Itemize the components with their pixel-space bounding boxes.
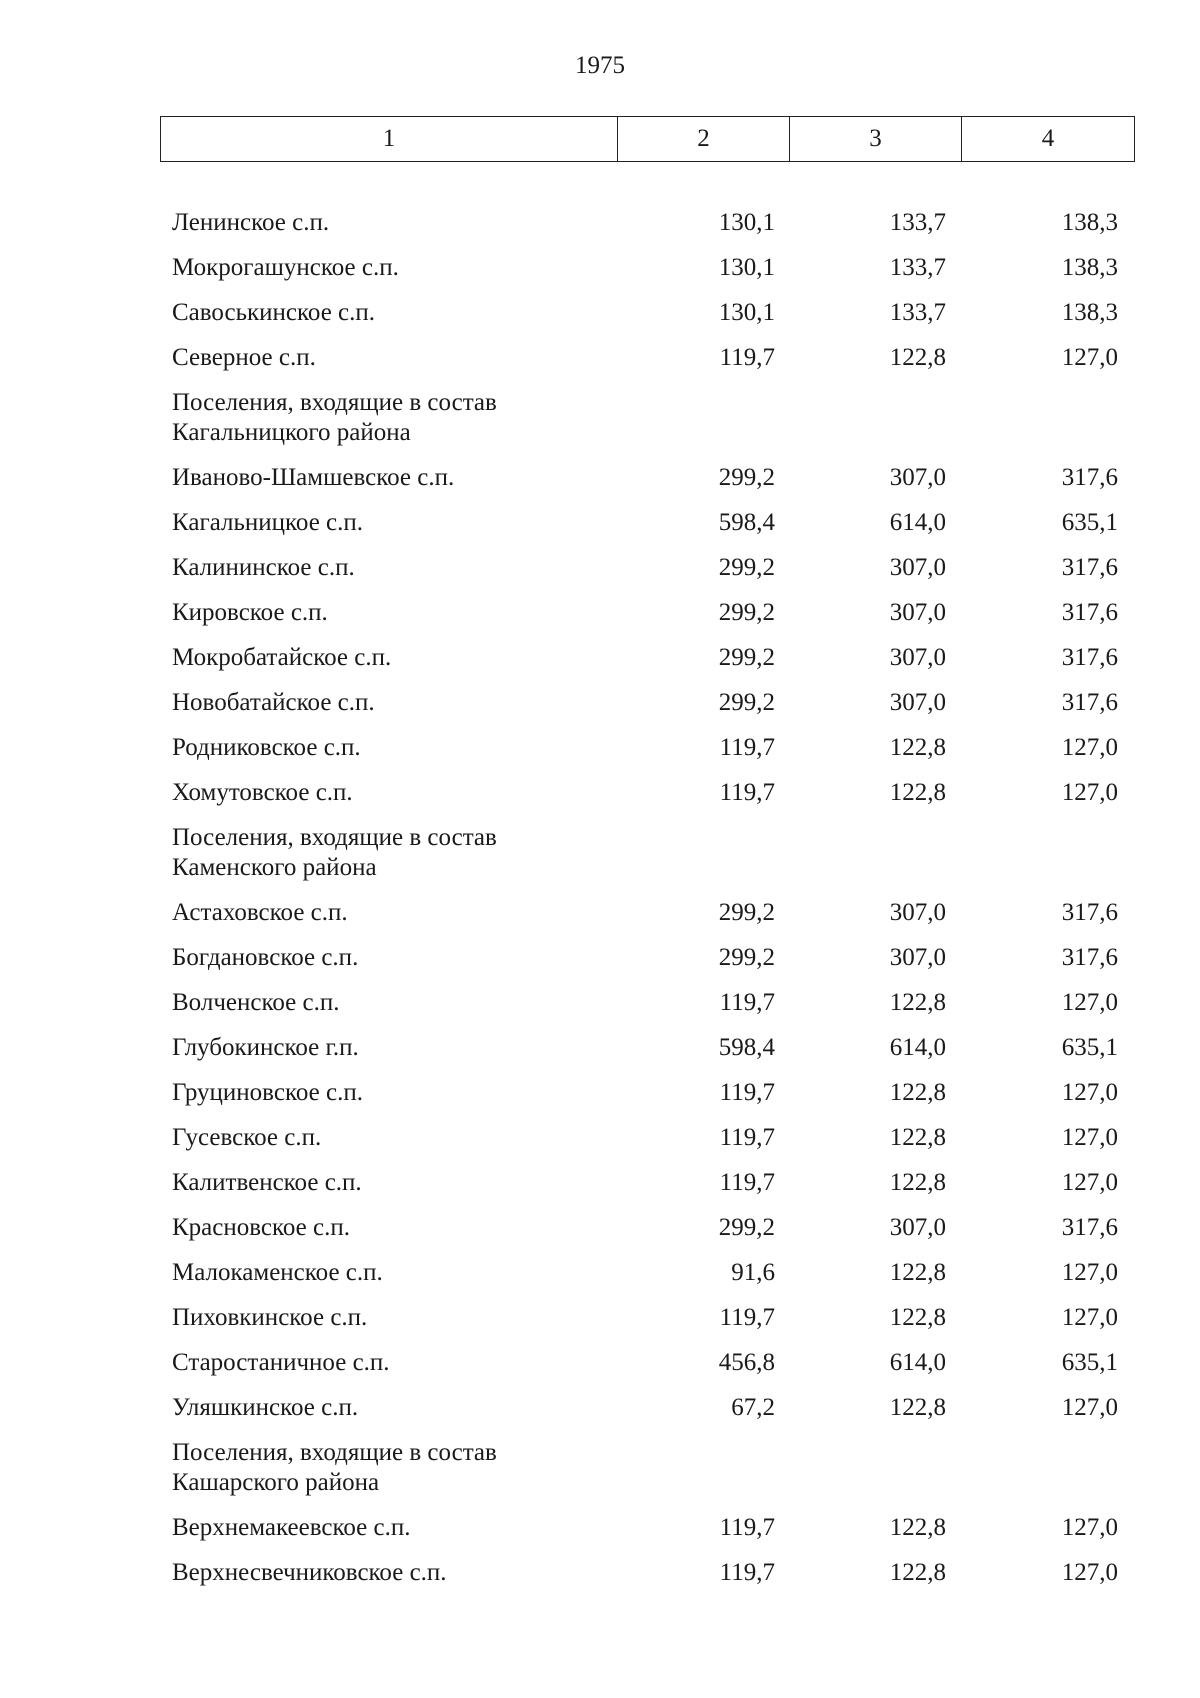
value-col-4: 127,0 — [1061, 1304, 1118, 1331]
value-col-3: 307,0 — [889, 599, 946, 626]
value-col-3: 307,0 — [889, 554, 946, 581]
value-col-3: 122,8 — [889, 1169, 946, 1196]
value-col-4: 317,6 — [1061, 554, 1118, 581]
settlement-name: Пиховкинское с.п. — [172, 1304, 368, 1331]
value-col-2: 67,2 — [731, 1394, 775, 1421]
table-row — [160, 898, 1130, 928]
value-col-2: 119,7 — [719, 779, 775, 806]
settlement-name: Новобатайское с.п. — [172, 689, 375, 716]
table-row — [160, 1213, 1130, 1243]
value-col-2: 598,4 — [718, 509, 775, 536]
column-header-table — [160, 116, 1135, 162]
table-row — [160, 778, 1130, 808]
column-header-4: 4 — [962, 117, 1135, 162]
value-col-3: 122,8 — [889, 1124, 946, 1151]
value-col-3: 133,7 — [889, 254, 946, 281]
value-col-2: 130,1 — [718, 299, 775, 326]
value-col-3: 307,0 — [889, 464, 946, 491]
value-col-4: 127,0 — [1061, 1559, 1118, 1586]
value-col-2: 91,6 — [731, 1259, 775, 1286]
value-col-2: 299,2 — [718, 644, 775, 671]
section-heading-line: Каменского района — [172, 854, 377, 881]
settlement-name: Верхнесвечниковское с.п. — [172, 1559, 447, 1586]
settlement-name: Калитвенское с.п. — [172, 1169, 362, 1196]
value-col-3: 614,0 — [889, 1034, 946, 1061]
settlement-name: Родниковское с.п. — [172, 734, 361, 761]
value-col-4: 317,6 — [1061, 599, 1118, 626]
value-col-3: 122,8 — [889, 779, 946, 806]
value-col-3: 307,0 — [889, 689, 946, 716]
value-col-4: 635,1 — [1061, 1034, 1118, 1061]
column-header-row — [161, 117, 1135, 162]
settlement-name: Верхнемакеевское с.п. — [172, 1514, 411, 1541]
section-heading-row — [160, 1438, 1130, 1498]
value-col-4: 138,3 — [1061, 254, 1118, 281]
value-col-3: 122,8 — [889, 344, 946, 371]
value-col-4: 127,0 — [1061, 779, 1118, 806]
value-col-4: 317,6 — [1061, 689, 1118, 716]
value-col-4: 317,6 — [1061, 644, 1118, 671]
value-col-3: 614,0 — [889, 509, 946, 536]
value-col-4: 317,6 — [1061, 1214, 1118, 1241]
value-col-2: 119,7 — [719, 734, 775, 761]
section-heading — [160, 823, 1130, 883]
value-col-3: 122,8 — [889, 989, 946, 1016]
value-col-4: 138,3 — [1061, 209, 1118, 236]
table-row — [160, 1258, 1130, 1288]
value-col-3: 122,8 — [889, 1394, 946, 1421]
settlement-name: Савоськинское с.п. — [172, 299, 376, 326]
settlement-name: Астаховское с.п. — [172, 899, 348, 926]
value-col-3: 122,8 — [889, 1304, 946, 1331]
table-row — [160, 508, 1130, 538]
table-row — [160, 943, 1130, 973]
settlement-name: Ленинское с.п. — [172, 209, 330, 236]
settlement-name: Калининское с.п. — [172, 554, 355, 581]
value-col-3: 122,8 — [889, 1559, 946, 1586]
value-col-2: 119,7 — [719, 1124, 775, 1151]
table-row — [160, 688, 1130, 718]
table-row — [160, 1168, 1130, 1198]
section-heading-line: Поселения, входящие в состав — [172, 824, 497, 851]
table-body — [160, 208, 1130, 1603]
column-header-3: 3 — [790, 117, 962, 162]
settlement-name: Глубокинское г.п. — [172, 1034, 359, 1061]
section-heading — [160, 1438, 1130, 1498]
value-col-3: 307,0 — [889, 944, 946, 971]
table-row — [160, 1348, 1130, 1378]
value-col-4: 127,0 — [1061, 1514, 1118, 1541]
section-heading — [160, 388, 1130, 448]
table-row — [160, 1123, 1130, 1153]
value-col-2: 299,2 — [718, 1214, 775, 1241]
value-col-3: 122,8 — [889, 734, 946, 761]
value-col-2: 119,7 — [719, 1169, 775, 1196]
settlement-name: Старостаничное с.п. — [172, 1349, 390, 1376]
value-col-3: 307,0 — [889, 644, 946, 671]
settlement-name: Красновское с.п. — [172, 1214, 351, 1241]
value-col-4: 317,6 — [1061, 944, 1118, 971]
value-col-4: 127,0 — [1061, 1169, 1118, 1196]
value-col-2: 456,8 — [718, 1349, 775, 1376]
value-col-4: 138,3 — [1061, 299, 1118, 326]
table-row — [160, 1513, 1130, 1543]
settlement-name: Груциновское с.п. — [172, 1079, 363, 1106]
settlement-name: Хомутовское с.п. — [172, 779, 353, 806]
section-heading-line: Кагальницкого района — [172, 419, 411, 446]
section-heading-line: Поселения, входящие в состав — [172, 389, 497, 416]
value-col-3: 133,7 — [889, 299, 946, 326]
value-col-3: 307,0 — [889, 1214, 946, 1241]
value-col-4: 635,1 — [1061, 509, 1118, 536]
column-header-1: 1 — [161, 117, 618, 162]
value-col-4: 635,1 — [1061, 1349, 1118, 1376]
table-row — [160, 733, 1130, 763]
settlement-name: Мокробатайское с.п. — [172, 644, 392, 671]
settlement-name: Мокрогашунское с.п. — [172, 254, 399, 281]
table-row — [160, 463, 1130, 493]
value-col-4: 127,0 — [1061, 1259, 1118, 1286]
value-col-2: 119,7 — [719, 1304, 775, 1331]
value-col-4: 127,0 — [1061, 989, 1118, 1016]
value-col-4: 127,0 — [1061, 1394, 1118, 1421]
settlement-name: Волченское с.п. — [172, 989, 340, 1016]
settlement-name: Иваново-Шамшевское с.п. — [172, 464, 455, 491]
settlement-name: Богдановское с.п. — [172, 944, 359, 971]
settlement-name: Кагальницкое с.п. — [172, 509, 364, 536]
settlement-name: Северное с.п. — [172, 344, 316, 371]
value-col-4: 127,0 — [1061, 1124, 1118, 1151]
section-heading-row — [160, 823, 1130, 883]
table-row — [160, 1393, 1130, 1423]
table-row — [160, 1078, 1130, 1108]
value-col-2: 119,7 — [719, 1559, 775, 1586]
table-row — [160, 1033, 1130, 1063]
value-col-4: 317,6 — [1061, 464, 1118, 491]
value-col-3: 307,0 — [889, 899, 946, 926]
value-col-2: 299,2 — [718, 554, 775, 581]
table-row — [160, 1558, 1130, 1588]
section-heading-line: Кашарского района — [172, 1469, 380, 1496]
value-col-2: 119,7 — [719, 344, 775, 371]
settlement-name: Гусевское с.п. — [172, 1124, 322, 1151]
value-col-2: 299,2 — [718, 899, 775, 926]
table-row — [160, 553, 1130, 583]
value-col-2: 598,4 — [718, 1034, 775, 1061]
table-row — [160, 598, 1130, 628]
table-row — [160, 343, 1130, 373]
value-col-3: 122,8 — [889, 1079, 946, 1106]
section-heading-line: Поселения, входящие в состав — [172, 1439, 497, 1466]
value-col-4: 127,0 — [1061, 344, 1118, 371]
value-col-4: 317,6 — [1061, 899, 1118, 926]
table-row — [160, 988, 1130, 1018]
section-heading-row — [160, 388, 1130, 448]
settlement-name: Уляшкинское с.п. — [172, 1394, 359, 1421]
table-row — [160, 643, 1130, 673]
value-col-3: 122,8 — [889, 1259, 946, 1286]
table-row — [160, 208, 1130, 238]
settlement-name: Кировское с.п. — [172, 599, 328, 626]
value-col-2: 119,7 — [719, 1079, 775, 1106]
value-col-2: 119,7 — [719, 1514, 775, 1541]
table-row — [160, 253, 1130, 283]
value-col-2: 119,7 — [719, 989, 775, 1016]
value-col-4: 127,0 — [1061, 1079, 1118, 1106]
table-row — [160, 1303, 1130, 1333]
value-col-3: 614,0 — [889, 1349, 946, 1376]
settlement-name: Малокаменское с.п. — [172, 1259, 383, 1286]
value-col-2: 299,2 — [718, 944, 775, 971]
page-number: 1975 — [575, 52, 625, 79]
value-col-3: 122,8 — [889, 1514, 946, 1541]
value-col-2: 299,2 — [718, 464, 775, 491]
value-col-3: 133,7 — [889, 209, 946, 236]
value-col-2: 299,2 — [718, 599, 775, 626]
column-header-2: 2 — [618, 117, 790, 162]
value-col-2: 130,1 — [718, 209, 775, 236]
table-row — [160, 298, 1130, 328]
value-col-2: 299,2 — [718, 689, 775, 716]
value-col-4: 127,0 — [1061, 734, 1118, 761]
value-col-2: 130,1 — [718, 254, 775, 281]
